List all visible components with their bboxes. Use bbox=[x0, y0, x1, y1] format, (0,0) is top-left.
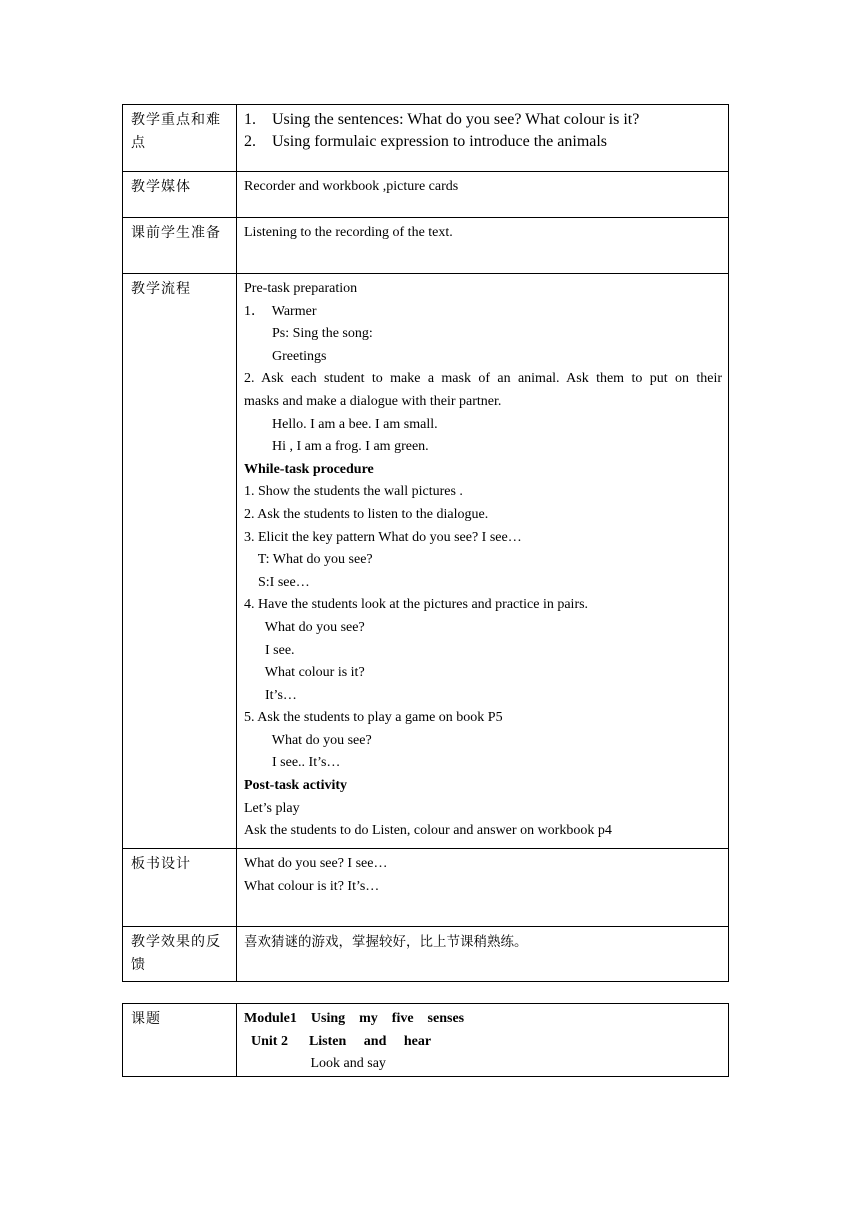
flow-line: S:I see… bbox=[244, 574, 310, 590]
feedback-content bbox=[237, 927, 729, 982]
media-line: Recorder and workbook ,picture cards bbox=[244, 179, 459, 194]
table-row bbox=[123, 849, 729, 927]
topic-table bbox=[122, 1003, 729, 1077]
row-label-focus: 教学重点和难点 bbox=[123, 105, 237, 172]
topic-unit-line: Unit 2 Listen and hear bbox=[244, 1033, 432, 1049]
flow-line: 1. Show the students the wall pictures . bbox=[244, 484, 463, 500]
topic-section-line: Look and say bbox=[244, 1056, 386, 1072]
flow-line: I see. bbox=[244, 642, 295, 658]
flow-line: I see.. It’s… bbox=[244, 755, 341, 771]
topic-content bbox=[237, 1004, 729, 1077]
table-row bbox=[123, 1004, 729, 1077]
flow-line: Ask the students to do Listen, colour and answer on workbook p4 bbox=[244, 823, 612, 839]
flow-line: T: What do you see? bbox=[244, 552, 373, 568]
feedback-line: 喜欢猜谜的游戏，掌握较好，比上节课稍熟练。 bbox=[244, 934, 528, 950]
flow-line: 2. Ask each student to make a mask of an animal. Ask them to put on their bbox=[244, 371, 722, 387]
board-line: What do you see? I see… bbox=[244, 856, 388, 871]
flow-line: Hello. I am a bee. I am small. bbox=[244, 416, 438, 432]
row-label-board: 板书设计 bbox=[123, 849, 237, 927]
flow-line: What colour is it? bbox=[244, 665, 365, 681]
table-row bbox=[123, 927, 729, 982]
flow-line: 2. Ask the students to listen to the dialogue. bbox=[244, 506, 489, 522]
flow-content bbox=[237, 274, 729, 849]
flow-line: Greetings bbox=[244, 348, 327, 364]
row-label-media: 教学媒体 bbox=[123, 172, 237, 218]
focus-line-1: 1. Using the sentences: What do you see? What colour is it? bbox=[244, 111, 640, 128]
flow-line: masks and make a dialogue with their partner. bbox=[244, 393, 502, 409]
flow-line: Hi , I am a frog. I am green. bbox=[244, 439, 429, 455]
board-line: What colour is it? It’s… bbox=[244, 878, 380, 894]
flow-line: 3. Elicit the key pattern What do you see? I see… bbox=[244, 529, 522, 545]
flow-line: It’s… bbox=[244, 687, 297, 703]
flow-section-heading: While-task procedure bbox=[244, 461, 374, 477]
table-row bbox=[123, 172, 729, 218]
flow-line: 1． Warmer bbox=[244, 303, 317, 319]
row-label-prep: 课前学生准备 bbox=[123, 218, 237, 274]
flow-line: 4. Have the students look at the pictures and practice in pairs. bbox=[244, 597, 589, 613]
flow-line: Pre-task preparation bbox=[244, 281, 358, 296]
row-label-topic: 课题 bbox=[123, 1004, 237, 1077]
lesson-plan-table bbox=[122, 104, 729, 982]
board-content bbox=[237, 849, 729, 927]
flow-line: Let’s play bbox=[244, 800, 300, 816]
focus-content bbox=[237, 105, 729, 172]
flow-line: What do you see? bbox=[244, 732, 372, 748]
prep-content bbox=[237, 218, 729, 274]
row-label-feedback: 教学效果的反馈 bbox=[123, 927, 237, 982]
flow-line: What do you see? bbox=[244, 619, 365, 635]
table-row bbox=[123, 274, 729, 849]
media-content bbox=[237, 172, 729, 218]
flow-line: Ps: Sing the song: bbox=[244, 326, 373, 342]
flow-section-heading: Post-task activity bbox=[244, 778, 348, 794]
row-label-flow: 教学流程 bbox=[123, 274, 237, 849]
focus-line-2: 2. Using formulaic expression to introduce the animals bbox=[244, 133, 608, 150]
table-row bbox=[123, 105, 729, 172]
table-row bbox=[123, 218, 729, 274]
topic-module-line: Module1 Using my five senses bbox=[244, 1011, 465, 1026]
flow-line: 5. Ask the students to play a game on book P5 bbox=[244, 710, 503, 726]
prep-line: Listening to the recording of the text. bbox=[244, 225, 453, 240]
